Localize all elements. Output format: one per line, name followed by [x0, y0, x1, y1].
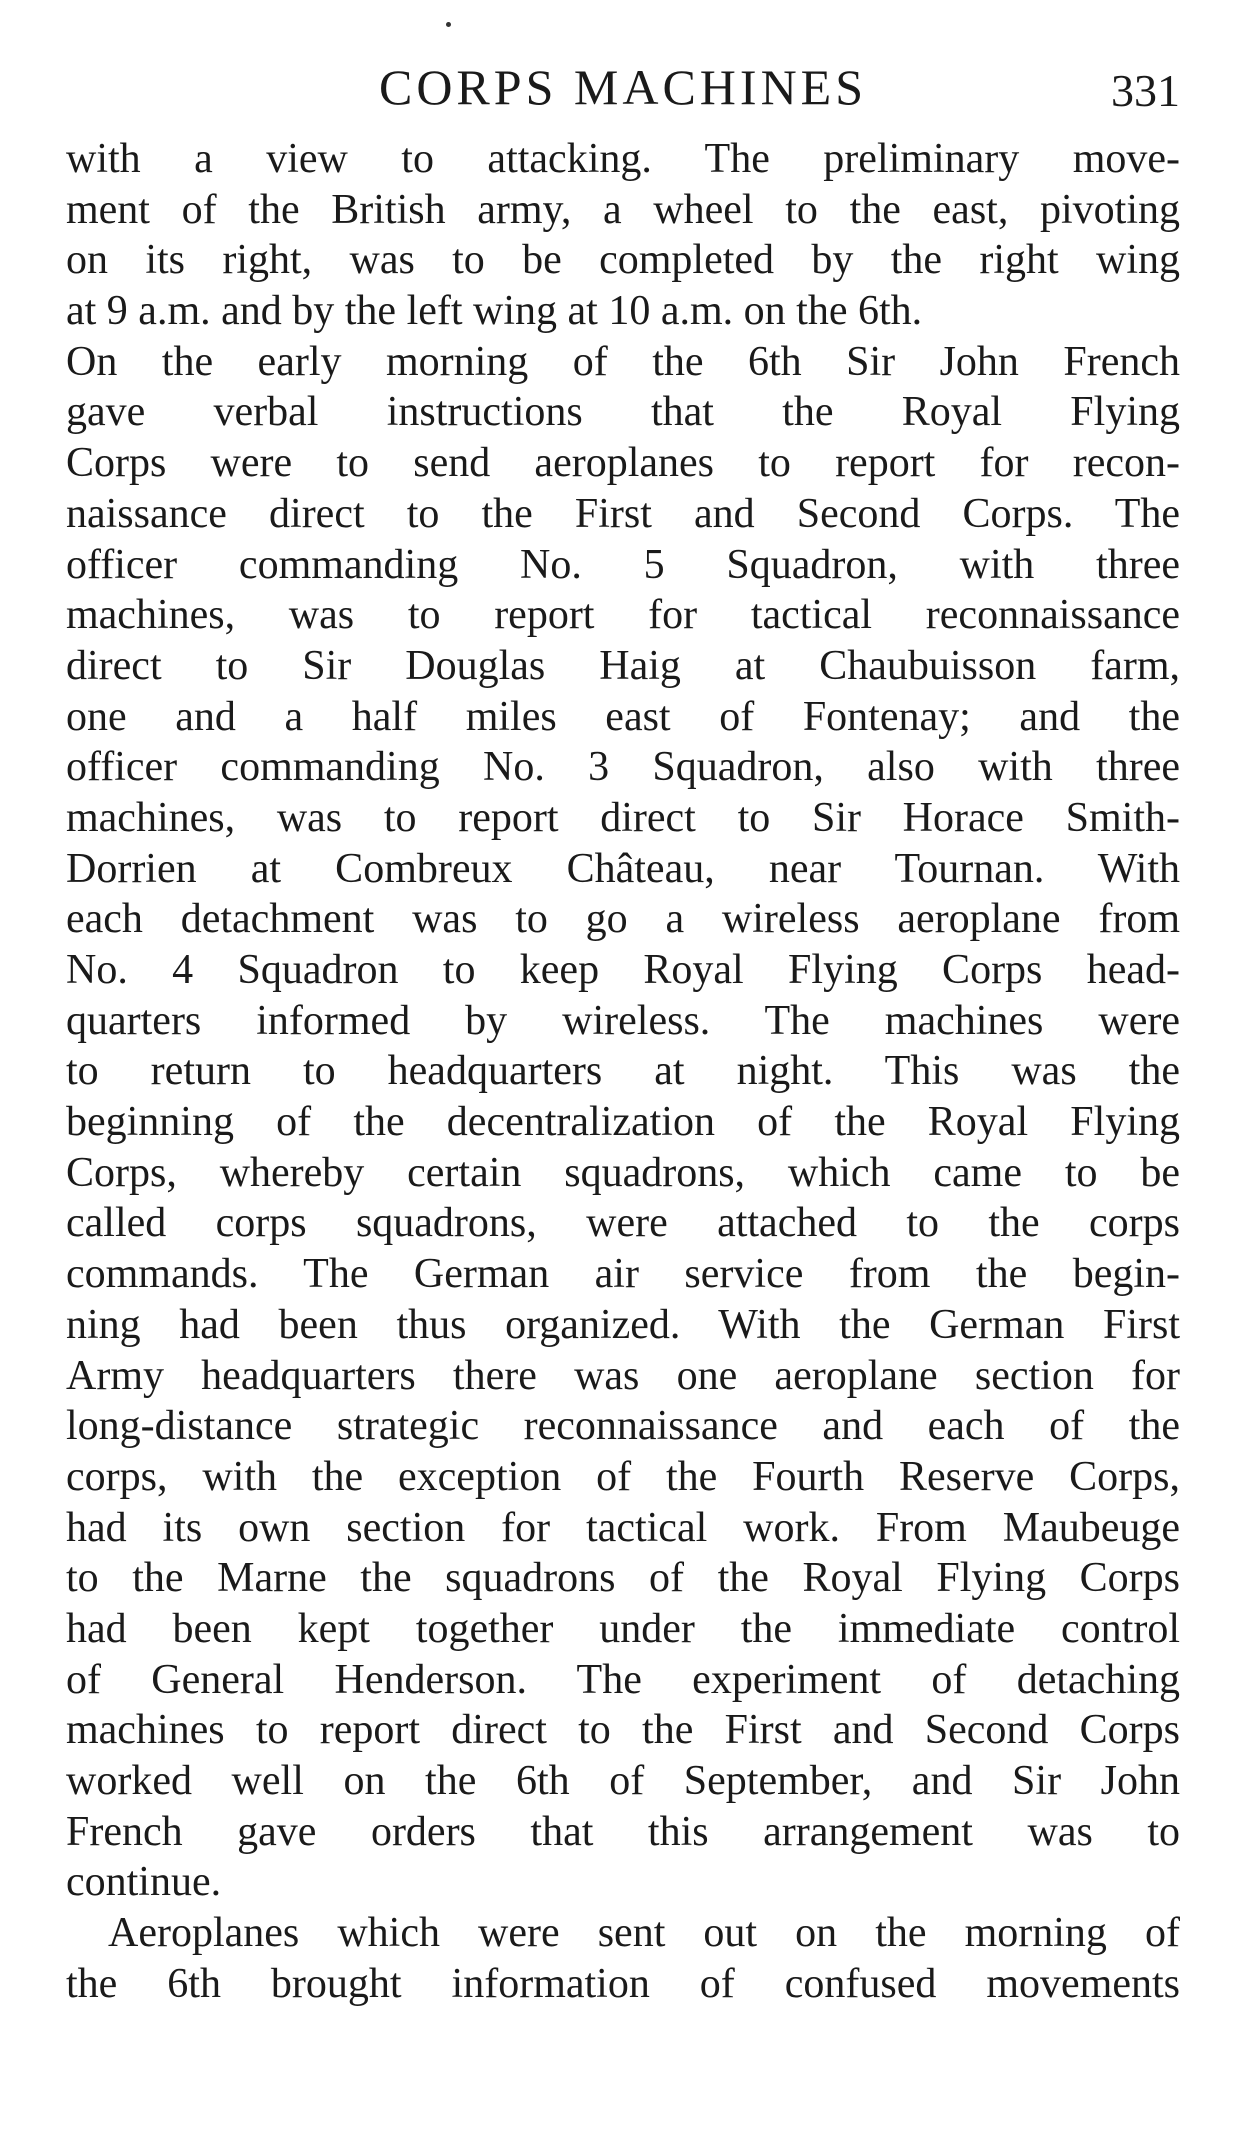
- page-header: [66, 52, 1180, 122]
- text-line: naissance direct to the First and Second Corps. The: [66, 490, 1180, 537]
- text-line: of General Henderson. The experiment of detaching: [66, 1656, 1180, 1703]
- ink-speck: [446, 22, 451, 27]
- text-line: to return to headquarters at night. This was the: [66, 1048, 1180, 1095]
- text-line: officer commanding No. 5 Squadron, with three: [66, 541, 1180, 588]
- text-line: long-distance strategic reconnaissance and each of the: [66, 1403, 1180, 1450]
- text-line: had its own section for tactical work. From Maubeuge: [66, 1504, 1180, 1551]
- page-number: 331: [1111, 65, 1180, 116]
- text-line: commands. The German air service from the begin-: [66, 1251, 1180, 1298]
- text-line: Army headquarters there was one aeroplane section for: [66, 1352, 1180, 1399]
- text-line: Dorrien at Combreux Château, near Tournan. With: [66, 845, 1180, 892]
- text-line: gave verbal instructions that the Royal Flying: [66, 389, 1180, 436]
- body-text: [66, 134, 1180, 2009]
- text-line: called corps squadrons, were attached to the corps: [66, 1200, 1180, 1247]
- text-line: Aeroplanes which were sent out on the morning of: [108, 1910, 1180, 1957]
- text-line: ning had been thus organized. With the German First: [66, 1301, 1180, 1348]
- text-line: had been kept together under the immediate control: [66, 1605, 1180, 1652]
- text-line: On the early morning of the 6th Sir John French: [66, 338, 1180, 385]
- text-line: continue.: [66, 1859, 222, 1906]
- text-line: Corps, whereby certain squadrons, which came to be: [66, 1149, 1180, 1196]
- text-line: French gave orders that this arrangement was to: [66, 1808, 1180, 1855]
- text-line: at 9 a.m. and by the left wing at 10 a.m. on the 6th.: [66, 288, 923, 335]
- text-line: No. 4 Squadron to keep Royal Flying Corps head-: [66, 947, 1180, 993]
- text-line: with a view to attacking. The preliminary move-: [66, 136, 1180, 182]
- text-line: machines, was to report for tactical reconnaissance: [66, 592, 1180, 639]
- text-line: worked well on the 6th of September, and Sir John: [66, 1758, 1180, 1804]
- text-line: the 6th brought information of confused movements: [66, 1960, 1180, 2007]
- text-line: on its right, was to be completed by the right wing: [66, 237, 1180, 284]
- text-line: each detachment was to go a wireless aeroplane from: [66, 896, 1180, 943]
- text-line: quarters informed by wireless. The machines were: [66, 997, 1180, 1044]
- text-line: corps, with the exception of the Fourth Reserve Corps,: [66, 1453, 1180, 1500]
- text-line: officer commanding No. 3 Squadron, also with three: [66, 744, 1180, 791]
- text-line: direct to Sir Douglas Haig at Chaubuisson farm,: [66, 642, 1180, 689]
- text-line: machines, was to report direct to Sir Horace Smith-: [66, 794, 1180, 841]
- text-line: to the Marne the squadrons of the Royal Flying Corps: [66, 1555, 1180, 1602]
- text-line: machines to report direct to the First and Second Corps: [66, 1707, 1180, 1754]
- running-head: CORPS MACHINES: [378, 59, 868, 115]
- text-line: ment of the British army, a wheel to the east, pivoting: [66, 186, 1180, 233]
- text-line: beginning of the decentralization of the Royal Flying: [66, 1099, 1180, 1146]
- text-line: one and a half miles east of Fontenay; and the: [66, 693, 1180, 740]
- text-line: Corps were to send aeroplanes to report for recon-: [66, 440, 1180, 487]
